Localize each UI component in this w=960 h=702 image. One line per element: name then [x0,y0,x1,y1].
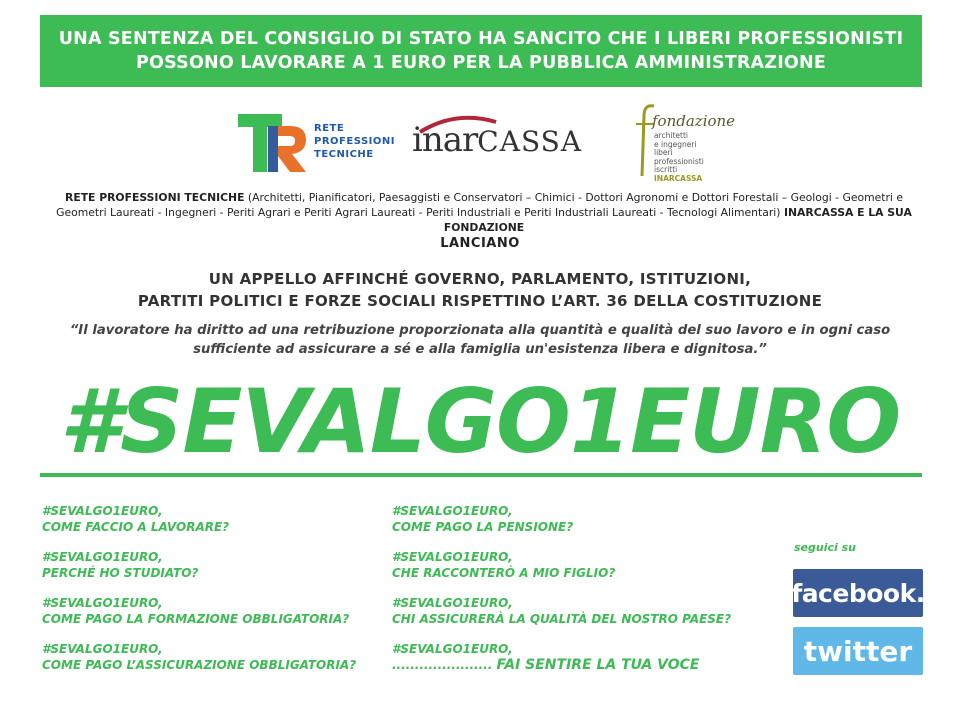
inarcassa-arc-icon [418,114,498,134]
inarcassa-part-2: CASSA [477,125,583,158]
rpt-mark-icon [238,112,310,174]
final-call-dots: ...................... [392,658,493,672]
question-item [42,503,356,535]
questions-left-column [42,503,356,687]
quote-line-1: “Il lavoratore ha diritto ad una retribuzione proporzionata alla quantità e qualità del suo lavoro e in ogni caso [69,323,891,338]
rpt-line-3: TECNICHE [314,149,374,160]
top-banner [40,15,922,87]
question-item [42,641,356,673]
rpt-line-2: PROFESSIONI [314,136,395,147]
question-tag: #SEVALGO1EURO, [42,504,163,518]
appeal-line-2: PARTITI POLITICI E FORZE SOCIALI RISPETTINO L’ART. 36 DELLA COSTITUZIONE [137,292,823,310]
question-tag: #SEVALGO1EURO, [42,550,163,564]
inarcassa-logo [412,120,582,160]
question-tag: #SEVALGO1EURO, [392,596,513,610]
question-text: PERCHÉ HO STUDIATO? [42,566,199,580]
hashtag-title: #SEVALGO1EURO [59,370,901,473]
question-text: COME FACCIO A LAVORARE? [42,520,230,534]
question-item [42,595,356,627]
professions-body: (Architetti, Pianificatori, Paesaggisti e Conservatori – Chimici - Dottori Agronomi e Dottori Forestali – Geologi - Geometri e Geometri Laureati - Ingegneri - Periti Agrari e Periti Agrari Laureati - Periti Industriali e Periti Industriali Laureati - Tecnologi Alimentari) [56,191,903,219]
rete-professioni-tecniche-logo [238,112,395,174]
banner-line-2: POSSONO LAVORARE A 1 EURO PER LA PUBBLICA AMMINISTRAZIONE [136,53,826,73]
fondazione-line-4: professionisti [654,156,704,166]
appeal-line-1: UN APPELLO AFFINCHÉ GOVERNO, PARLAMENTO, ISTITUZIONI, [208,270,752,288]
final-call-item [392,641,731,673]
appeal-text [0,268,960,312]
final-call-tag: #SEVALGO1EURO, [392,642,513,656]
final-call-text: FAI SENTIRE LA TUA VOCE [496,657,700,673]
question-tag: #SEVALGO1EURO, [42,596,163,610]
final-call-line [392,657,731,673]
rpt-wordmark [314,122,395,161]
professions-tail: INARCASSA E LA SUA FONDAZIONE [443,206,912,234]
logo-strip [0,98,960,188]
question-item [392,503,731,535]
twitter-button[interactable]: twitter [793,627,923,675]
question-item [42,549,356,581]
facebook-button[interactable]: facebook. [793,569,923,617]
professions-list [44,190,924,235]
fondazione-line-3: liberi [654,148,673,157]
question-text: COME PAGO LA FORMAZIONE OBBLIGATORIA? [42,612,350,626]
banner-line-1: UNA SENTENZA DEL CONSIGLIO DI STATO HA SANCITO CHE I LIBERI PROFESSIONISTI [58,29,904,49]
hashtag-underline [40,473,922,477]
question-tag: #SEVALGO1EURO, [392,550,513,564]
question-text: CHI ASSICURERÀ LA QUALITÀ DEL NOSTRO PAESE? [392,612,732,626]
constitution-quote [0,321,960,359]
professions-lead: RETE PROFESSIONI TECNICHE [65,191,245,204]
inarcassa-part-1: inar [412,120,478,160]
question-item [392,549,731,581]
fondazione-line-1: architetti [654,131,688,140]
rpt-line-1: RETE [314,123,345,134]
follow-us-label: seguici su [794,541,856,554]
fondazione-line-last: INARCASSA [654,173,703,183]
fondazione-line-2: e ingegneri [654,139,697,149]
fondazione-lines [654,132,704,183]
fondazione-line-5: iscritti [654,165,678,174]
quote-line-2: sufficiente ad assicurare a sé e alla famiglia un'esistenza libera e dignitosa.” [193,342,767,357]
question-item [392,595,731,627]
launch-heading: LANCIANO [440,236,520,251]
question-text: CHE RACCONTERÒ A MIO FIGLIO? [392,566,616,580]
fondazione-title: fondazione [652,112,736,130]
question-text: COME PAGO L’ASSICURAZIONE OBBLIGATORIA? [42,658,357,672]
questions-right-column [392,503,731,687]
question-text: COME PAGO LA PENSIONE? [392,520,574,534]
fondazione-inarcassa-logo [632,102,736,186]
question-tag: #SEVALGO1EURO, [42,642,163,656]
question-tag: #SEVALGO1EURO, [392,504,513,518]
